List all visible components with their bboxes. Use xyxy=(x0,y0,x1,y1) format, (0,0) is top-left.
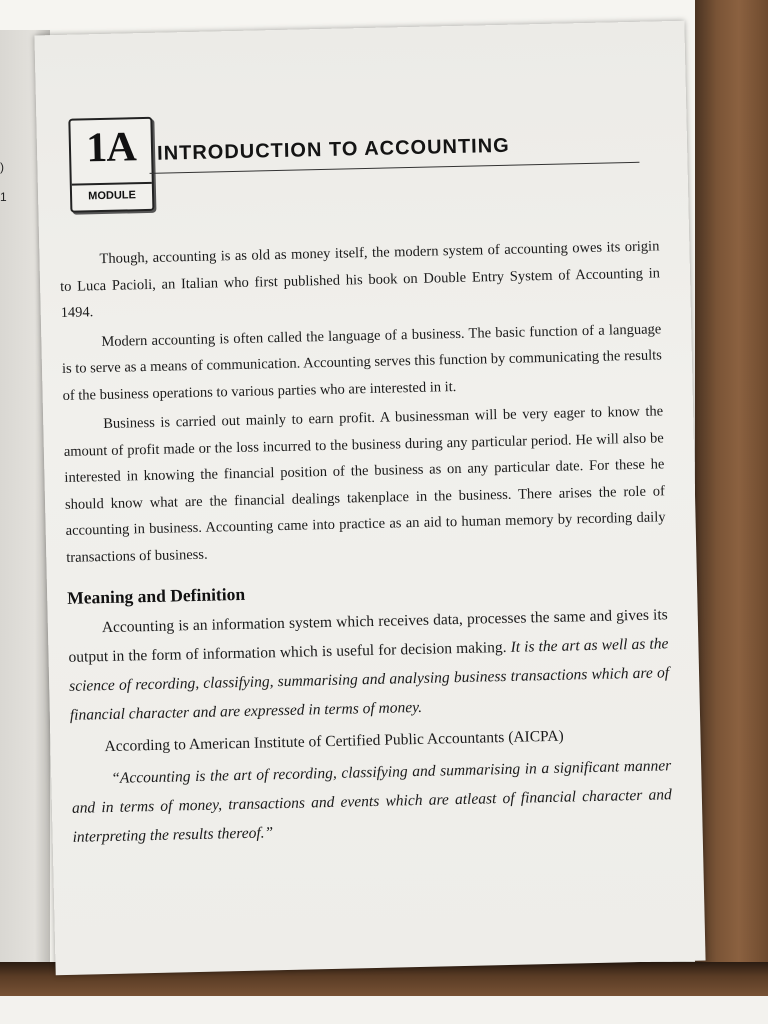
aicpa-quote: “Accounting is the art of recording, classifying and summarising in a significant manner and in terms of money, transactions and events which are atleast of financial character and interpreting the results thereof.” xyxy=(71,756,672,846)
book-page xyxy=(34,21,705,976)
module-badge xyxy=(68,117,154,213)
definition-text: Accounting is an information system which receives data, processes the same and gives its output in the form of information which is useful for decision making. xyxy=(68,605,668,666)
definition-emphasis: It is the art as well as the science of recording, classifying, summarising and analysing business transactions which are of financial character and are expressed in terms of money. xyxy=(68,634,670,724)
definition-section xyxy=(68,600,673,852)
wooden-table-right xyxy=(695,0,768,1024)
module-label: MODULE xyxy=(72,182,153,208)
margin-mark: 1 xyxy=(0,190,7,204)
paragraph: Modern accounting is often called the language of a business. The basic function of a language is to serve as a means of communication. Accounting serves this function by communicating the results of the business operations to various parties who are interested in it. xyxy=(61,320,663,404)
module-number: 1A xyxy=(85,124,137,172)
chapter-title: INTRODUCTION TO ACCOUNTING xyxy=(156,134,510,165)
paragraph: Though, accounting is as old as money itself, the modern system of accounting owes its origin to Luca Pacioli, an Italian who first published his book on Double Entry System of Accounting in 1494. xyxy=(59,238,661,321)
paragraph: Business is carried out mainly to earn profit. A businessman will be very eager to know the amount of profit made or the loss incurred to the business during any particular period. He will also be interested in knowing the financial position of the business as on any particular date. For these he should know what are the financial dealings takenplace in the business. There arises the role of accounting in business. Accounting came into practice as an aid to human memory by recording daily transactions of business. xyxy=(63,403,666,566)
definition-paragraph xyxy=(68,600,670,730)
body-text xyxy=(59,233,673,854)
margin-mark: ) xyxy=(0,160,4,174)
section-heading: Meaning and Definition xyxy=(66,583,246,608)
aicpa-intro: According to American Institute of Certified Public Accountants (AICPA) xyxy=(104,727,564,755)
photo-background-bottom xyxy=(0,996,768,1024)
